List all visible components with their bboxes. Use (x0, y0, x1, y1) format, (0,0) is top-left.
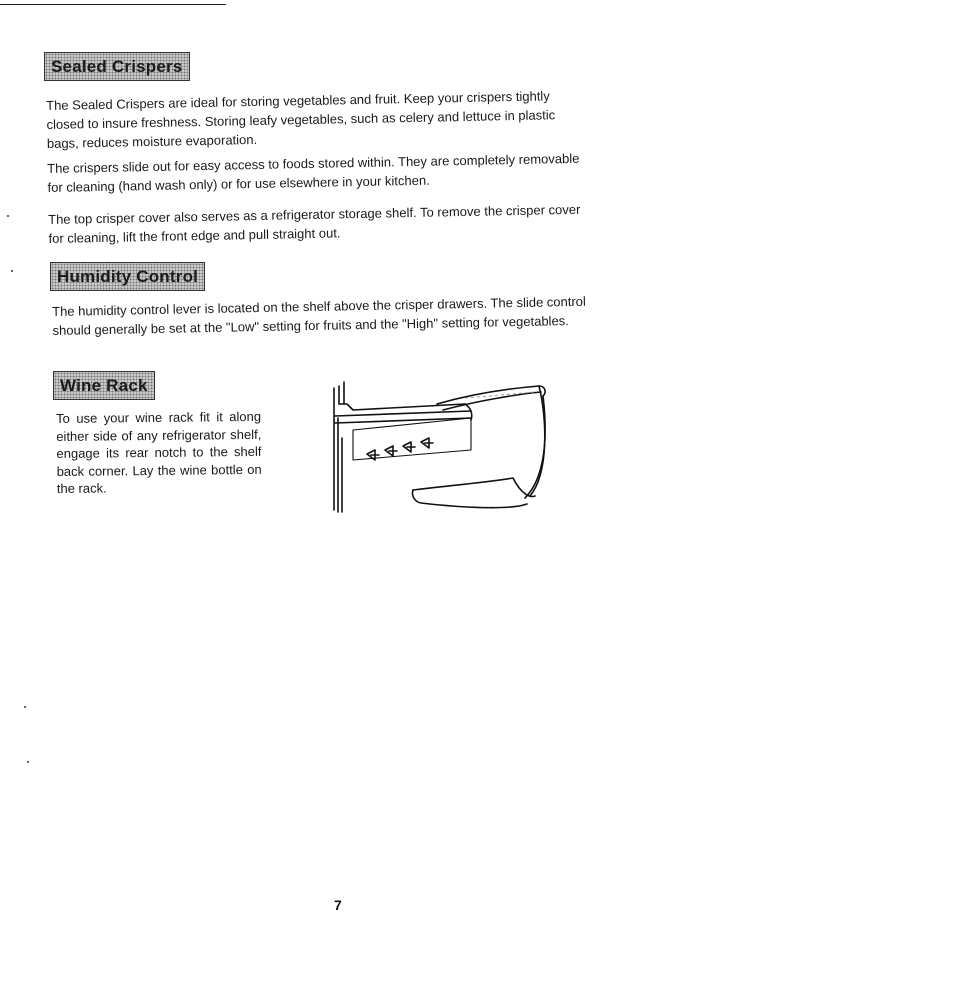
heading-humidity-control: Humidity Control (50, 262, 205, 291)
margin-speck (11, 270, 13, 272)
heading-sealed-crispers: Sealed Crispers (44, 52, 190, 81)
wine-rack-illustration (325, 378, 555, 518)
margin-speck (27, 761, 29, 763)
sealed-crispers-paragraph-3: The top crisper cover also serves as a refrigerator storage shelf. To remove the crisper cover for cleaning, lift the front edge and pull straight out. (48, 201, 581, 246)
humidity-control-paragraph: The humidity control lever is located on the shelf above the crisper drawers. The slide control should generally be set at the "Low" setting for fruits and the "High" setting for vegetables. (52, 293, 586, 338)
wine-rack-paragraph: To use your wine rack fit it along either side of any refrigerator shelf, engage its rear notch to the shelf back corner. Lay the wine bottle on the rack. (56, 408, 262, 496)
sealed-crispers-paragraph-2: The crispers slide out for easy access to foods stored within. They are completely removable for cleaning (hand wash only) or for use elsewhere in your kitchen. (47, 150, 580, 195)
margin-speck (24, 706, 26, 708)
page-number: 7 (334, 897, 342, 913)
top-rule (0, 4, 226, 5)
heading-wine-rack: Wine Rack (53, 371, 155, 400)
sealed-crispers-paragraph-1: The Sealed Crispers are ideal for storing vegetables and fruit. Keep your crispers tightly closed to insure freshness. Storing leafy vegetables, such as celery and lettuce in plastic bags, reduces moisture evaporation. (46, 88, 556, 151)
margin-speck (7, 215, 9, 217)
